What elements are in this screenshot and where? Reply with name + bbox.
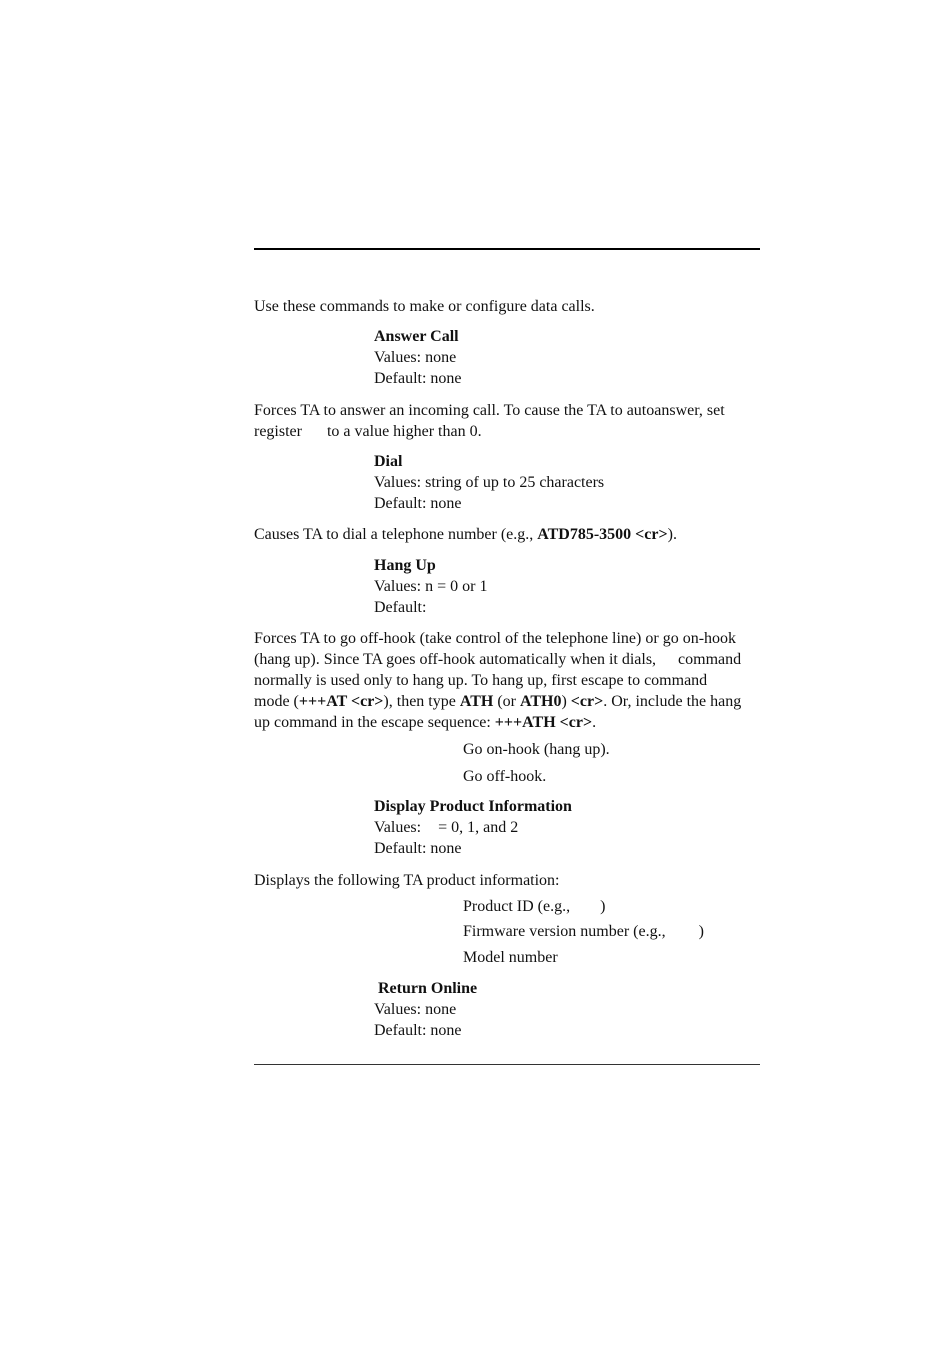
hang-up-title: Hang Up	[374, 557, 436, 574]
answer-call-description: Forces TA to answer an incoming call. To cause the TA to autoanswer, set register to a value higher than 0.	[254, 402, 725, 440]
answer-call-default: Default: none	[374, 370, 462, 387]
hang-up-description: Forces TA to go off-hook (take control of the telephone line) or go on-hook (hang up). Since TA goes off-hook automatically when it dials, command normally is used only to hang up. To hang up, first escape to command mode (+++AT <cr>), then type ATH (or ATH0) <cr>. Or, include the hang up command in the escape sequence: +++ATH <cr>.	[254, 630, 742, 731]
return-online-title: Return Online	[378, 980, 478, 997]
answer-call-block	[374, 326, 754, 389]
return-online-values: Values: none	[374, 1001, 457, 1018]
dial-default: Default: none	[374, 495, 462, 512]
footer-rule	[254, 1064, 760, 1065]
display-info-default: Default: none	[374, 840, 462, 857]
dial-title: Dial	[374, 453, 403, 470]
dial-description: Causes TA to dial a telephone number (e.g., ATD785-3500 <cr>).	[254, 526, 677, 543]
hang-up-block	[374, 555, 754, 618]
hang-up-option-1: Go off-hook.	[463, 768, 547, 785]
return-online-default: Default: none	[374, 1022, 462, 1039]
return-online-block	[374, 978, 754, 1041]
dial-block	[374, 451, 754, 514]
header-rule	[254, 248, 760, 250]
answer-call-title: Answer Call	[374, 328, 459, 345]
display-info-block	[374, 796, 754, 859]
display-info-description: Displays the following TA product information:	[254, 872, 560, 889]
display-info-option-product-id: Product ID (e.g., )	[463, 898, 606, 915]
intro-text: Use these commands to make or configure data calls.	[254, 298, 595, 315]
dial-values: Values: string of up to 25 characters	[374, 474, 605, 491]
display-info-title: Display Product Information	[374, 798, 572, 815]
hang-up-option-0: Go on-hook (hang up).	[463, 741, 610, 758]
hang-up-default: Default:	[374, 599, 427, 616]
display-info-option-model: Model number	[463, 949, 558, 966]
answer-call-values: Values: none	[374, 349, 457, 366]
hang-up-values: Values: n = 0 or 1	[374, 578, 488, 595]
display-info-values: Values: = 0, 1, and 2	[374, 819, 519, 836]
display-info-option-firmware: Firmware version number (e.g., )	[463, 923, 704, 940]
